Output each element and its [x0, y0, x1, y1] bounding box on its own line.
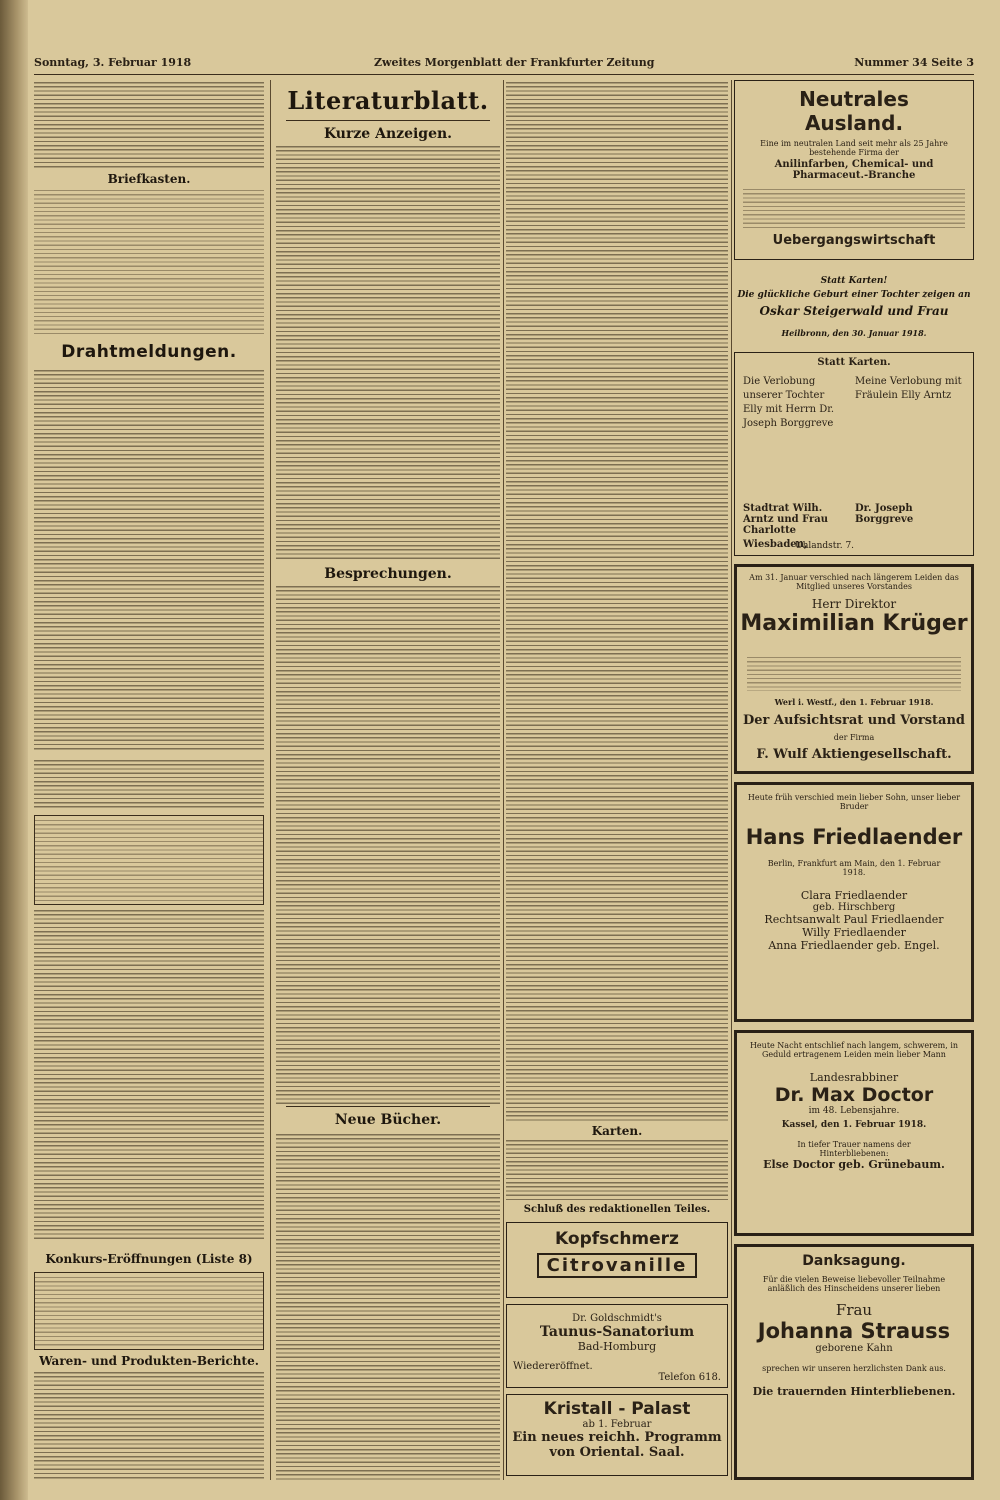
ad-taunus-phone: Telefon 618. — [658, 1372, 721, 1383]
obituary-firm: F. Wulf Aktiengesellschaft. — [756, 747, 952, 762]
ad-text-block — [743, 189, 965, 229]
masthead-page-number: Nummer 34 Seite 3 — [854, 56, 974, 69]
ad-kristall-program: Ein neues reichh. Programm — [512, 1430, 722, 1445]
ad-kristall-date: ab 1. Februar — [582, 1419, 652, 1430]
obituary-krueger — [734, 564, 974, 774]
masthead-title: Zweites Morgenblatt der Frankfurter Zeitung — [374, 56, 655, 69]
column-rule — [731, 80, 732, 1480]
obituary-name: Maximilian Krüger — [740, 611, 968, 636]
obituary-name: Hans Friedlaender — [745, 825, 963, 849]
article-text-block — [34, 910, 264, 1240]
ad-taunus-place: Bad-Homburg — [577, 1340, 657, 1353]
ad-neutrales-title2: Ausland. — [804, 111, 904, 135]
divider — [286, 120, 490, 121]
ad-neutrales-text: Eine im neutralen Land seit mehr als 25 Jahre bestehende Firma der — [760, 139, 948, 157]
divider — [286, 1106, 490, 1107]
mourner-name: Anna Friedlaender geb. Engel. — [768, 939, 940, 952]
table-rows — [35, 1277, 263, 1347]
obituary-intro: Heute Nacht entschlief nach langem, schwerem, in Geduld ertragenem Leiden mein lieber Mann — [749, 1041, 959, 1059]
obituary-intro: Am 31. Januar verschied nach längerem Leiden das Mitglied unseres Vorstandes — [749, 573, 959, 591]
mourner-name: Else Doctor geb. Grünebaum. — [763, 1158, 945, 1171]
engagement-parents: Stadtrat Wilh. Arntz und Frau Charlotte — [743, 503, 829, 536]
heading-karten: Karten. — [591, 1124, 643, 1138]
heading-besprechungen: Besprechungen. — [324, 566, 452, 582]
obituary-name: Dr. Max Doctor — [774, 1084, 934, 1106]
article-text-block — [34, 370, 264, 750]
obituary-role: Landesrabbiner — [809, 1071, 899, 1084]
danksagung-text: Für die vielen Beweise liebevoller Teilnahme anläßlich des Hinscheidens unserer lieben — [762, 1275, 946, 1293]
heading-briefkasten: Briefkasten. — [107, 172, 191, 186]
ad-kopfschmerz-title: Kopfschmerz — [555, 1229, 679, 1249]
table-rows — [35, 820, 263, 902]
article-text-block — [34, 82, 264, 168]
article-text-block — [34, 760, 264, 810]
danksagung-thanks: sprechen wir unseren herzlichsten Dank aus. — [762, 1364, 946, 1373]
engagement-address: Uhlandstr. 7. — [795, 541, 855, 551]
engagement-announcement — [734, 352, 974, 556]
ad-uebergang: Uebergangswirtschaft — [772, 233, 936, 248]
birth-text: Die glückliche Geburt einer Tochter zeigen an — [737, 290, 971, 300]
column-bibliography — [506, 80, 728, 1480]
ad-taunus-reopened: Wiedereröffnet. — [513, 1361, 593, 1372]
column-news — [34, 80, 264, 1480]
obituary-text — [747, 657, 961, 691]
mourner-name: Clara Friedlaender — [800, 889, 908, 902]
article-text-block — [34, 1372, 264, 1480]
ad-kristall-title: Kristall - Palast — [543, 1399, 691, 1419]
page-binding-edge — [0, 0, 28, 1500]
ad-taunus-title: Taunus-Sanatorium — [539, 1324, 695, 1340]
engagement-right-text: Meine Verlobung mit Fräulein Elly Arntz — [855, 376, 962, 401]
birth-names: Oskar Steigerwald und Frau — [759, 304, 949, 318]
obituary-place-date: Werl i. Westf., den 1. Februar 1918. — [774, 697, 934, 707]
mourner-name: geb. Hirschberg — [812, 902, 896, 913]
column-rule — [270, 80, 271, 1480]
obituary-place-date: Kassel, den 1. Februar 1918. — [781, 1120, 927, 1130]
column-rule — [503, 80, 504, 1480]
obituary-firm-label: der Firma — [833, 733, 875, 742]
ad-neutrales-ausland — [734, 80, 974, 260]
obituary-title: Herr Direktor — [811, 597, 897, 611]
book-list-text — [506, 82, 728, 1122]
statt-karten-label: Statt Karten. — [817, 357, 891, 368]
heading-kurze-anzeigen: Kurze Anzeigen. — [323, 126, 453, 142]
column-announcements — [734, 80, 974, 1480]
konkurs-table — [34, 1272, 264, 1350]
danksagung-frau: Frau — [835, 1301, 873, 1319]
ad-taunus-sanatorium — [506, 1304, 728, 1388]
heading-neue-buecher: Neue Bücher. — [334, 1112, 442, 1128]
obituary-friedlaender — [734, 782, 974, 1022]
ad-taunus-line: Dr. Goldschmidt's — [572, 1313, 662, 1324]
masthead — [34, 52, 974, 75]
engagement-place: Wiesbaden, — [743, 539, 808, 550]
danksagung-signatory: Die trauernden Hinterbliebenen. — [752, 1385, 956, 1398]
engagement-left-text: Die Verlobung unserer Tochter Elly mit Herrn Dr. Joseph Borggreve — [743, 376, 835, 429]
ad-neutrales-title: Neutrales — [799, 87, 909, 111]
danksagung-title: Danksagung. — [802, 1253, 906, 1269]
obituary-doctor — [734, 1030, 974, 1236]
statt-karten-label: Statt Karten! — [820, 276, 888, 286]
end-of-editorial: Schluß des redaktionellen Teiles. — [523, 1204, 711, 1215]
ad-kristall-saal: von Oriental. Saal. — [549, 1445, 685, 1460]
book-list-text — [506, 1140, 728, 1202]
heading-literaturblatt: Literaturblatt. — [287, 86, 489, 115]
ad-kristall-palast — [506, 1394, 728, 1476]
obituary-age: im 48. Lebensjahre. — [808, 1106, 900, 1116]
article-text-block — [276, 146, 500, 560]
mourner-name: Willy Friedlaender — [802, 926, 906, 939]
engagement-groom: Dr. Joseph Borggreve — [855, 503, 914, 525]
article-text-block — [276, 586, 500, 1104]
article-text-block — [276, 1134, 500, 1480]
heading-drahtmeldungen: Drahtmeldungen. — [61, 342, 237, 362]
ad-citrovanille: Citrovanille — [537, 1253, 697, 1278]
heading-konkurs: Konkurs-Eröffnungen (Liste 8) — [45, 1252, 253, 1266]
article-text-block — [34, 190, 264, 334]
danksagung-maiden-name: geborene Kahn — [815, 1343, 893, 1354]
column-literatur — [276, 80, 500, 1480]
danksagung-notice — [734, 1244, 974, 1480]
ad-kopfschmerz — [506, 1222, 728, 1298]
obituary-signatory: Der Aufsichtsrat und Vorstand — [742, 713, 966, 728]
stock-table — [34, 815, 264, 905]
birth-place: Heilbronn, den 30. Januar 1918. — [781, 328, 927, 338]
ad-neutrales-branche: Anilinfarben, Chemical- und Pharmaceut.-Branche — [774, 159, 934, 181]
obituary-trauer: In tiefer Trauer namens der Hinterbliebenen: — [797, 1140, 911, 1158]
danksagung-name: Johanna Strauss — [757, 1319, 951, 1343]
mourner-name: Rechtsanwalt Paul Friedlaender — [764, 913, 944, 926]
heading-waren: Waren- und Produkten-Berichte. — [39, 1354, 259, 1368]
obituary-place-date: Berlin, Frankfurt am Main, den 1. Februar 1918. — [767, 859, 941, 877]
obituary-intro: Heute früh verschied mein lieber Sohn, unser lieber Bruder — [747, 793, 961, 811]
masthead-date: Sonntag, 3. Februar 1918 — [34, 56, 192, 69]
